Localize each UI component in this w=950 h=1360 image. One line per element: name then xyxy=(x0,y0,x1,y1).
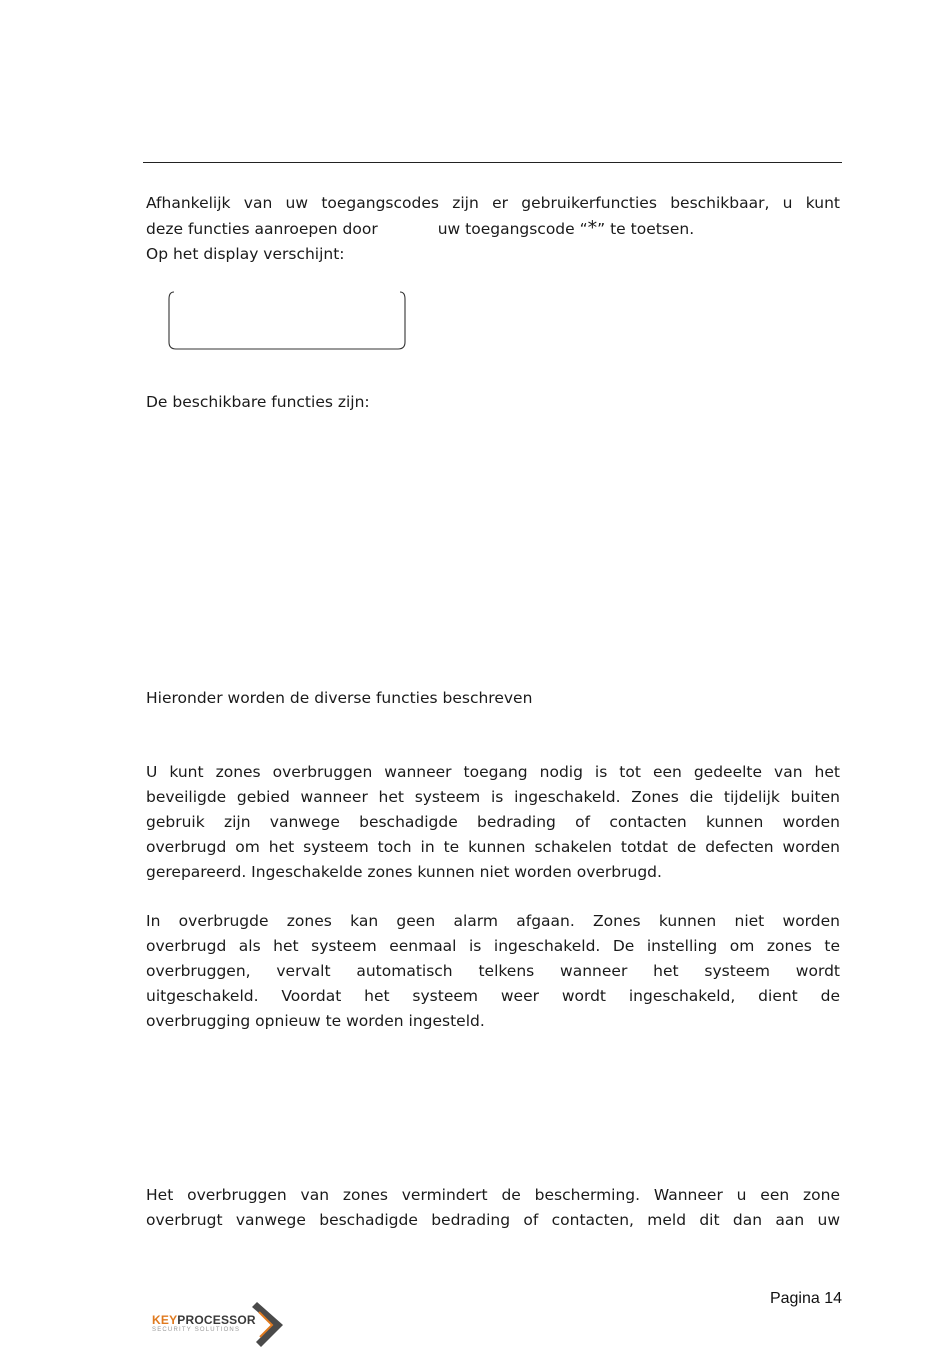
zones-bypass-paragraph-1 xyxy=(146,760,840,885)
logo-processor-text: PROCESSOR xyxy=(177,1313,256,1327)
page-number: Pagina 14 xyxy=(769,1290,842,1307)
logo-tagline: SECURITY SOLUTIONS xyxy=(152,1327,241,1333)
zones-bypass-paragraph-2 xyxy=(146,909,840,1034)
protection-warning-paragraph xyxy=(146,1183,840,1233)
paragraph-line: Het overbruggen van zones vermindert de bescherming. Wanneer u een zone xyxy=(146,1186,840,1204)
paragraph-line: overbrugd als het systeem eenmaal is ingeschakeld. De instelling om zones te xyxy=(146,937,840,955)
header-rule xyxy=(143,162,842,163)
paragraph-line: overbrugging opnieuw te worden ingesteld. xyxy=(146,1012,485,1030)
intro-line-2 xyxy=(146,216,840,242)
paragraph-line: overbrugd om het systeem toch in te kunnen schakelen totdat de defecten worden xyxy=(146,838,840,856)
paragraph-line: uitgeschakeld. Voordat het systeem weer wordt ingeschakeld, dient de xyxy=(146,987,840,1005)
intro-paragraph xyxy=(146,191,840,267)
display-frame-outline xyxy=(168,290,406,350)
star-key-symbol: * xyxy=(587,217,598,239)
intro-line-2-start: deze functies aanroepen door xyxy=(146,220,378,238)
paragraph-line: overbrugt vanwege beschadigde bedrading of contacten, meld dit dan aan uw xyxy=(146,1211,840,1229)
paragraph-line: In overbrugde zones kan geen alarm afgaan. Zones kunnen niet worden xyxy=(146,912,840,930)
logo-key-text: KEY xyxy=(152,1313,178,1327)
paragraph-line: overbruggen, vervalt automatisch telkens wanneer het systeem wordt xyxy=(146,962,840,980)
intro-line-3: Op het display verschijnt: xyxy=(146,245,345,263)
paragraph-line: gebruik zijn vanwege beschadigde bedrading of contacten kunnen worden xyxy=(146,813,840,831)
intro-line-2-code: uw toegangscode “ xyxy=(437,220,588,238)
paragraph-line: gerepareerd. Ingeschakelde zones kunnen niet worden overbrugd. xyxy=(146,863,662,881)
paragraph-line: U kunt zones overbruggen wanneer toegang nodig is tot een gedeelte van het xyxy=(146,763,840,781)
lcd-display-frame xyxy=(168,290,406,350)
logo-wordmark xyxy=(152,1313,256,1327)
paragraph-line: beveiligde gebied wanneer het systeem is ingeschakeld. Zones die tijdelijk buiten xyxy=(146,788,840,806)
intro-line-1: Afhankelijk van uw toegangscodes zijn er gebruikerfuncties beschikbaar, u kunt xyxy=(146,194,840,212)
keyprocessor-logo xyxy=(148,1298,288,1350)
intro-line-2-end: ” te toetsen. xyxy=(597,220,695,238)
functions-described-line: Hieronder worden de diverse functies beschreven xyxy=(146,689,533,707)
available-functions-heading: De beschikbare functies zijn: xyxy=(146,393,370,411)
